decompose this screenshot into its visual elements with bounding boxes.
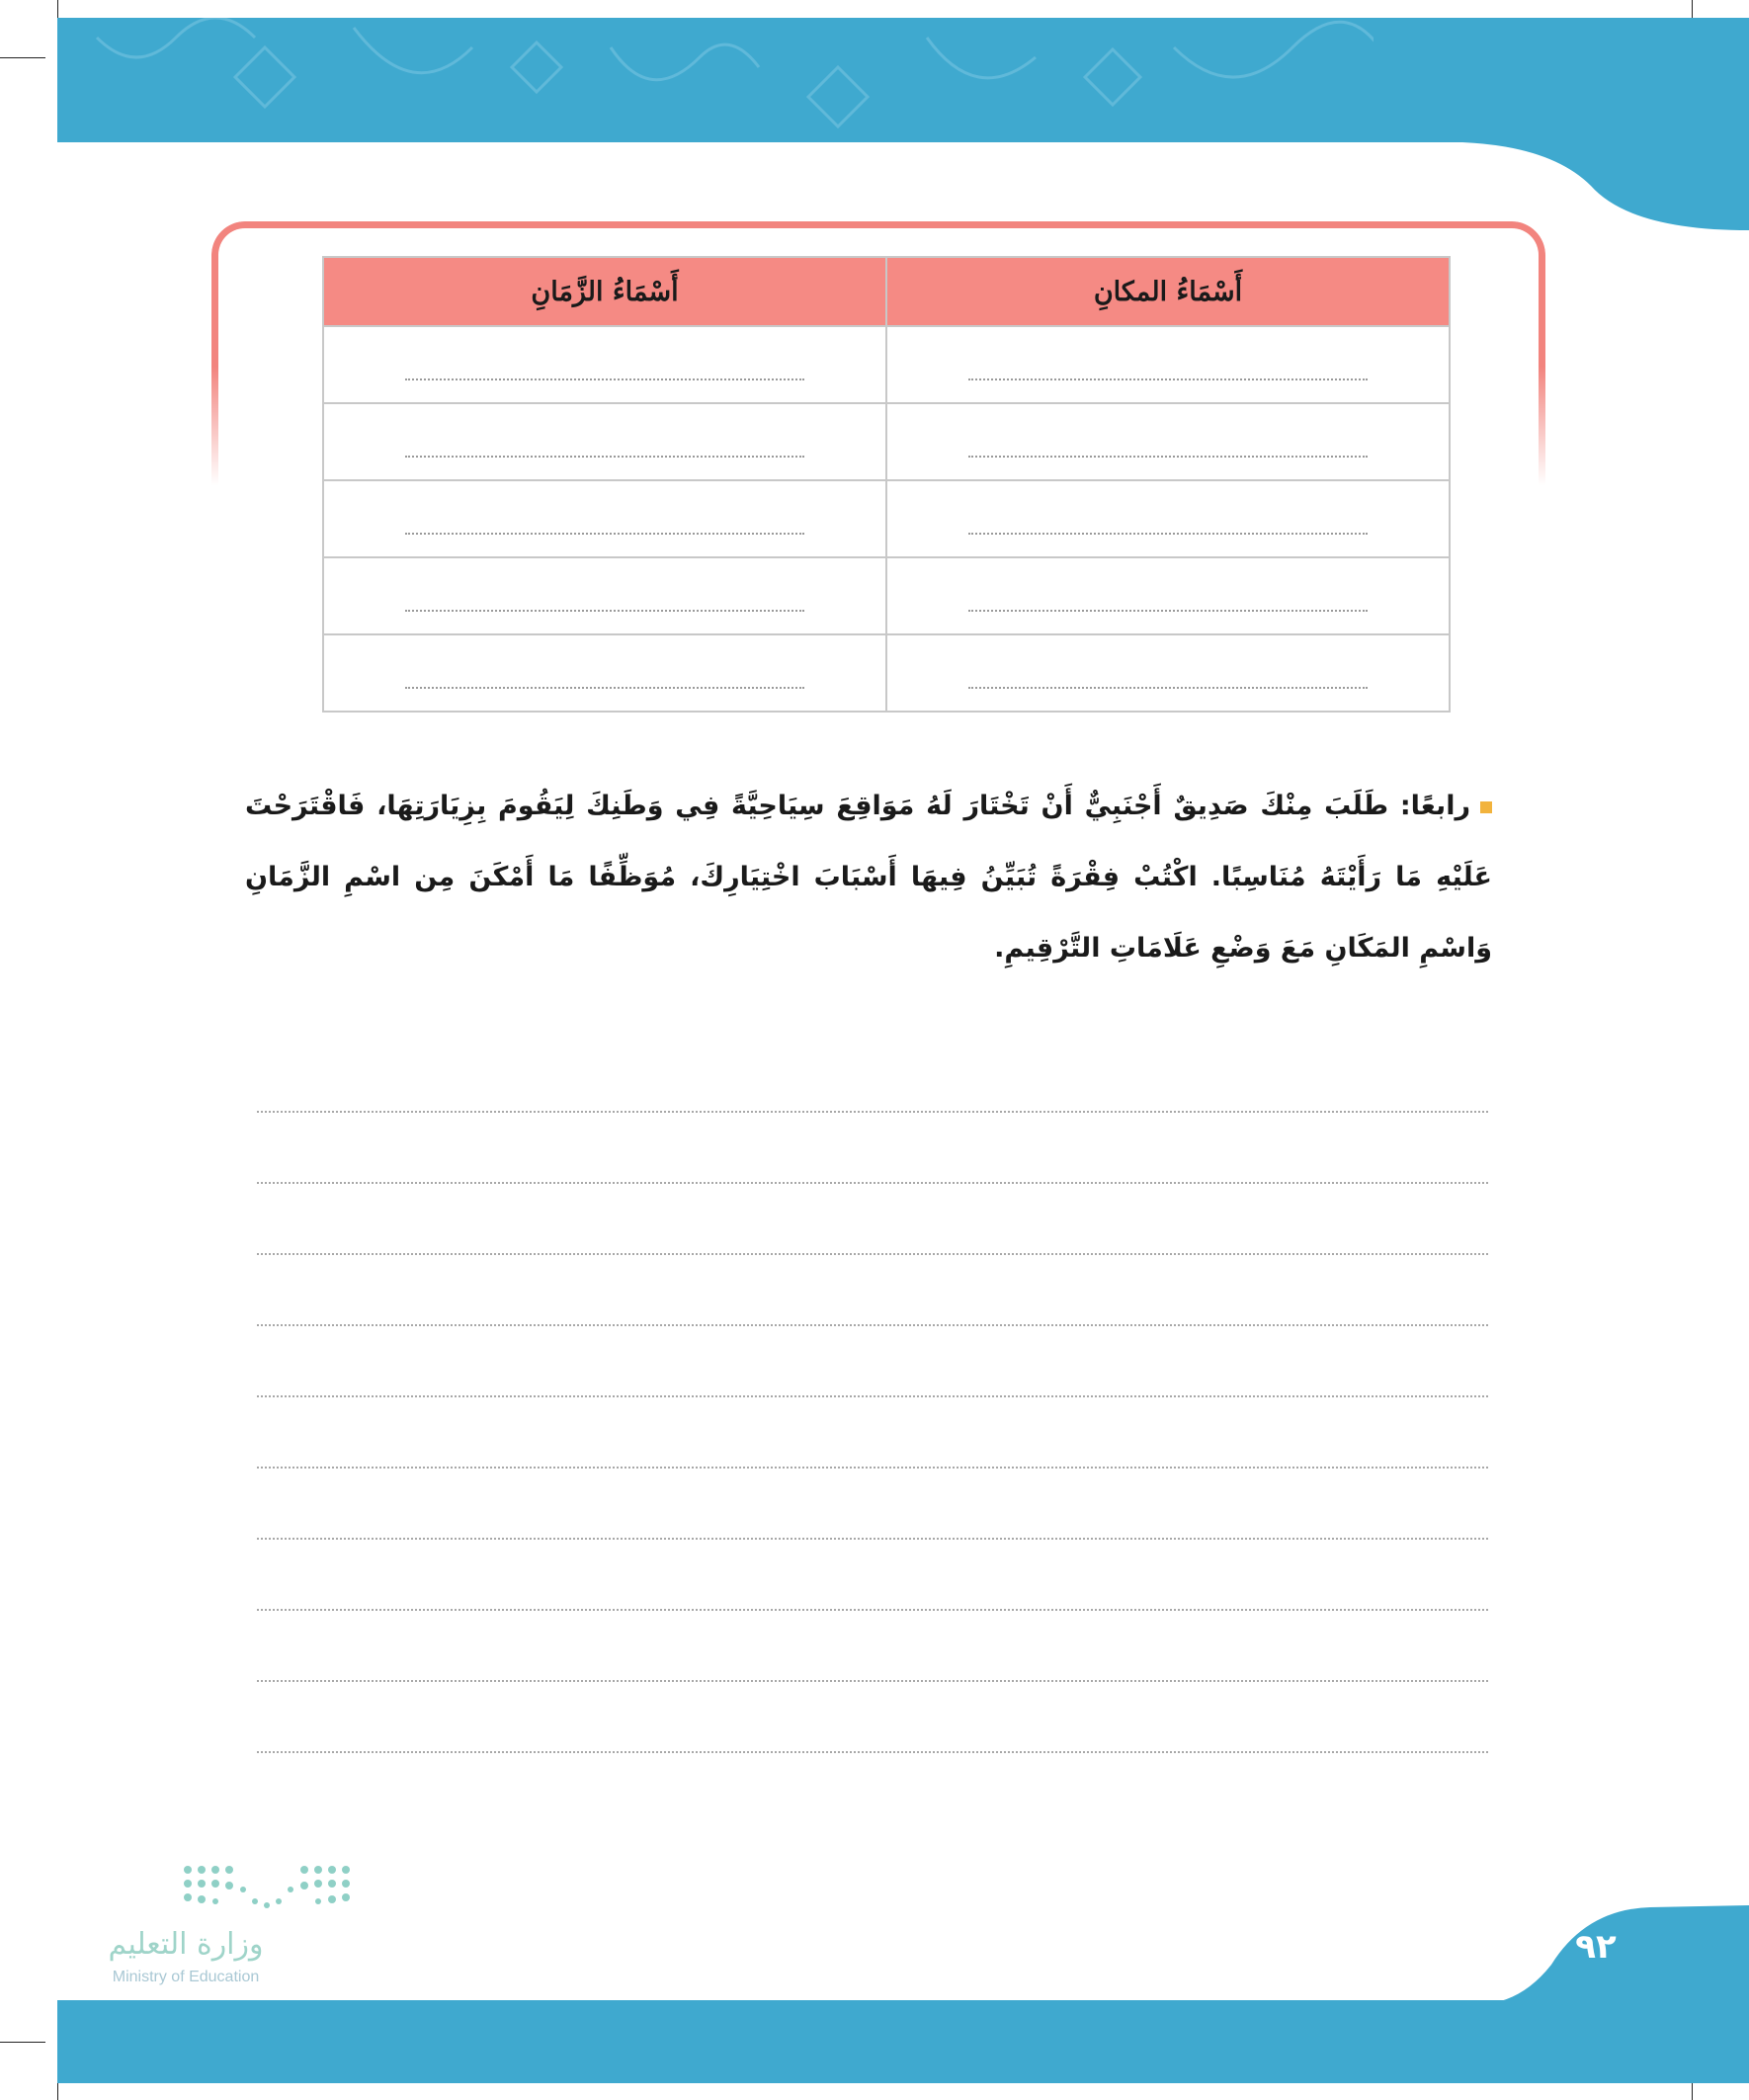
- writing-line[interactable]: [257, 1680, 1488, 1682]
- writing-line[interactable]: [257, 1751, 1488, 1753]
- time-answer-cell[interactable]: [323, 480, 886, 557]
- ministry-english-name: Ministry of Education: [112, 1969, 260, 1985]
- time-answer-cell[interactable]: [323, 634, 886, 712]
- ministry-arabic-name: وزارة التعليم: [108, 1927, 264, 1962]
- table-row: [323, 634, 1450, 712]
- dotted-answer-line: [405, 378, 804, 380]
- writing-line[interactable]: [257, 1538, 1488, 1540]
- table-row: [323, 480, 1450, 557]
- time-names-header: أَسْمَاءُ الزَّمَانِ: [323, 257, 886, 326]
- time-answer-cell[interactable]: [323, 403, 886, 480]
- page-number: ٩٢: [1575, 1927, 1617, 1967]
- dotted-answer-line: [405, 533, 804, 535]
- exercise-paragraph: [245, 771, 1492, 984]
- place-answer-cell[interactable]: [886, 557, 1450, 634]
- place-answer-cell[interactable]: [886, 326, 1450, 403]
- crop-mark: [0, 2042, 45, 2043]
- time-answer-cell[interactable]: [323, 326, 886, 403]
- table-header-row: [323, 257, 1450, 326]
- dotted-answer-line: [968, 610, 1368, 612]
- writing-line[interactable]: [257, 1395, 1488, 1397]
- names-table: [322, 256, 1451, 713]
- writing-line[interactable]: [257, 1324, 1488, 1326]
- place-answer-cell[interactable]: [886, 480, 1450, 557]
- exercise-text: رابعًا: طَلَبَ مِنْكَ صَدِيقٌ أَجْنَبِيٌّ أَنْ تَخْتَارَ لَهُ مَوَاقِعَ سِيَاحِيَّةً فِي وَطَنِكَ لِيَقُومَ بِزِيَارَتِهَا، فَاقْتَرَحْتَ عَلَيْهِ مَا رَأَيْتَهُ مُنَاسِبًا. اكْتُبْ فِقْرَةً تُبَيِّنُ فِيهَا أَسْبَابَ اخْتِيَارِكَ، مُوَظِّفًا مَا أَمْكَنَ مِن اسْمِ الزَّمَانِ وَاسْمِ المَكَانِ مَعَ وَضْعِ عَلَامَاتِ التَّرْقِيمِ.: [245, 791, 1492, 964]
- writing-line[interactable]: [257, 1182, 1488, 1184]
- footer-band: [57, 2000, 1749, 2083]
- dotted-answer-line: [968, 533, 1368, 535]
- dotted-answer-line: [968, 456, 1368, 458]
- dotted-answer-line: [405, 610, 804, 612]
- writing-line[interactable]: [257, 1253, 1488, 1255]
- writing-line[interactable]: [257, 1609, 1488, 1611]
- writing-line[interactable]: [257, 1467, 1488, 1469]
- bullet-square-icon: [1480, 801, 1492, 813]
- crop-mark: [0, 57, 45, 58]
- banner-curve: [1374, 18, 1749, 233]
- table-row: [323, 557, 1450, 634]
- writing-line[interactable]: [257, 1111, 1488, 1113]
- dotted-answer-line: [968, 687, 1368, 689]
- place-answer-cell[interactable]: [886, 634, 1450, 712]
- dotted-answer-line: [405, 456, 804, 458]
- place-names-header: أَسْمَاءُ المكانِ: [886, 257, 1450, 326]
- dotted-answer-line: [968, 378, 1368, 380]
- dotted-answer-line: [405, 687, 804, 689]
- time-answer-cell[interactable]: [323, 557, 886, 634]
- place-answer-cell[interactable]: [886, 403, 1450, 480]
- table-row: [323, 326, 1450, 403]
- table-row: [323, 403, 1450, 480]
- ministry-logo-icon: [180, 1862, 354, 1913]
